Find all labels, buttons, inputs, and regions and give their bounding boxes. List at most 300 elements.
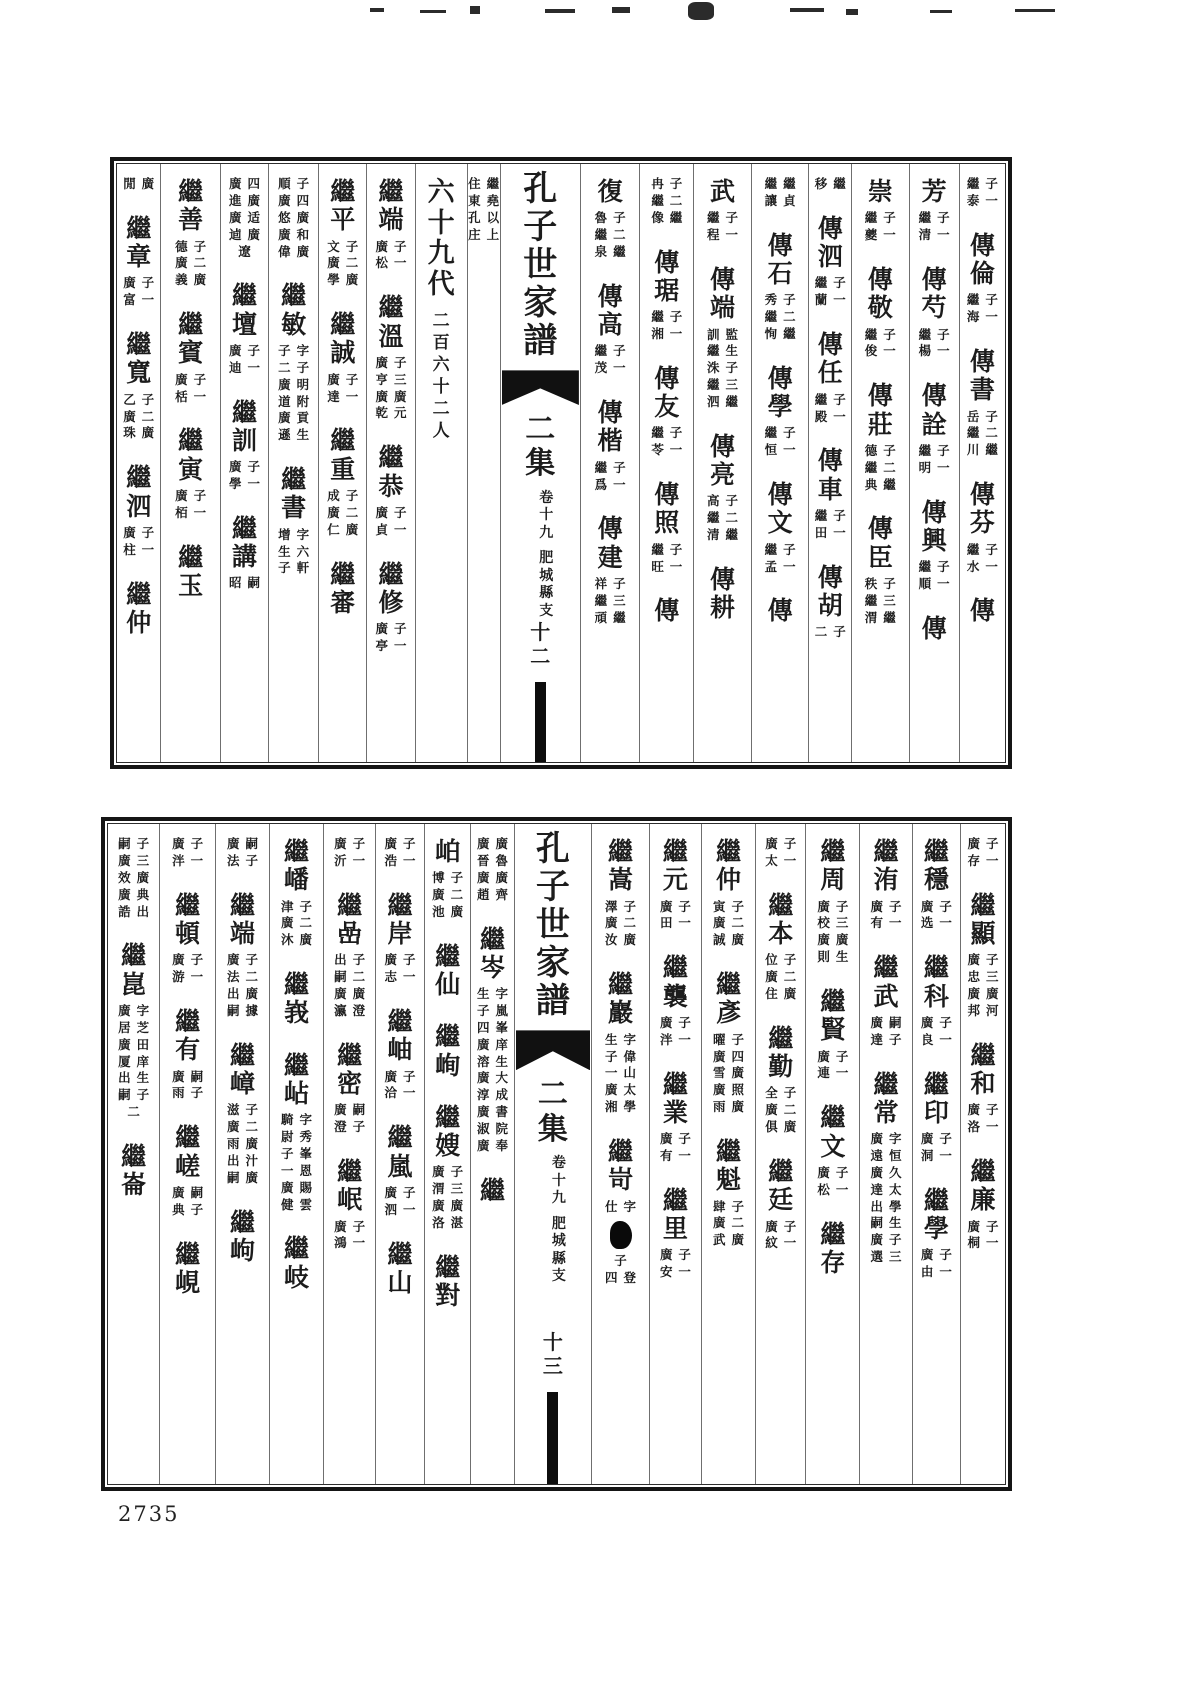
annotation-char: 出 bbox=[870, 1198, 883, 1214]
annotation-char: 誥 bbox=[118, 903, 131, 919]
annotation bbox=[123, 392, 154, 443]
annotation-char: 子 bbox=[450, 1164, 464, 1180]
annotation-char: 廣 bbox=[229, 459, 242, 475]
annotation-row bbox=[281, 1112, 312, 1129]
annotation-char: 廣 bbox=[476, 1070, 490, 1086]
person-name bbox=[768, 1158, 793, 1215]
annotation-char: 四 bbox=[247, 176, 260, 191]
annotation-char: 廣 bbox=[296, 209, 310, 225]
annotation-row bbox=[967, 193, 998, 210]
annotation-char: 志 bbox=[384, 969, 397, 985]
glyph: 壇 bbox=[232, 309, 258, 339]
annotation-char: 廣 bbox=[141, 176, 155, 191]
annotation-row bbox=[707, 327, 738, 344]
glyph: 卷 bbox=[539, 489, 554, 506]
person-name bbox=[663, 838, 688, 895]
scan-artifact bbox=[612, 7, 630, 13]
annotation-char: 泗 bbox=[384, 1201, 397, 1217]
annotation-row bbox=[968, 1003, 999, 1020]
annotation-char: 廣 bbox=[817, 1048, 830, 1064]
annotation-row bbox=[968, 1235, 999, 1252]
folio-number bbox=[543, 1330, 563, 1378]
glyph: 耕 bbox=[710, 593, 736, 623]
annotation-row bbox=[815, 508, 846, 525]
glyph: 傳 bbox=[767, 596, 793, 626]
annotation-char: 繼 bbox=[918, 442, 932, 458]
annotation-char: 一 bbox=[985, 558, 998, 574]
annotation-char: 子 bbox=[141, 275, 155, 291]
glyph: 集 bbox=[537, 1111, 568, 1147]
annotation-char: 繼 bbox=[918, 559, 932, 574]
annotation-row bbox=[921, 1148, 952, 1165]
annotation-row bbox=[817, 1182, 848, 1199]
glyph: 繼 bbox=[330, 559, 356, 589]
annotation-row bbox=[175, 272, 206, 289]
annotation-char: 生 bbox=[725, 343, 739, 359]
annotation-char: 字 bbox=[623, 1198, 637, 1214]
annotation-char: 二 bbox=[814, 624, 828, 640]
person-name bbox=[121, 942, 146, 999]
annotation-char: 田 bbox=[136, 1036, 150, 1052]
annotation-row bbox=[118, 1020, 149, 1037]
annotation-char: 廣 bbox=[920, 898, 934, 914]
glyph: 照 bbox=[654, 508, 680, 538]
glyph: 崇 bbox=[867, 177, 893, 206]
annotation-char: 二 bbox=[669, 192, 683, 208]
annotation bbox=[334, 1219, 365, 1253]
annotation-char: 子 bbox=[678, 1131, 691, 1146]
annotation-char: 子 bbox=[402, 1184, 416, 1200]
annotation-row bbox=[384, 836, 415, 853]
annotation-char: 照 bbox=[731, 1082, 745, 1098]
person-name bbox=[284, 1235, 309, 1292]
annotation-row bbox=[707, 493, 738, 510]
annotation-char: 繼 bbox=[613, 244, 626, 259]
person-name bbox=[378, 561, 403, 618]
annotation-row bbox=[765, 442, 796, 459]
annotation-row bbox=[921, 899, 952, 916]
annotation-char: 廣 bbox=[281, 915, 294, 931]
annotation-row bbox=[123, 392, 154, 409]
scan-artifact bbox=[930, 10, 952, 13]
annotation-char: 沐 bbox=[281, 932, 294, 948]
annotation bbox=[651, 176, 682, 227]
annotation-char: 一 bbox=[833, 408, 846, 424]
glyph: 高 bbox=[597, 310, 623, 340]
annotation-char: 子 bbox=[623, 898, 637, 914]
glyph: 繼 bbox=[435, 941, 461, 971]
page-block-bottom bbox=[107, 823, 1006, 1485]
annotation-char: 廣 bbox=[345, 272, 359, 288]
person-name bbox=[230, 1209, 255, 1266]
annotation-row bbox=[713, 1215, 744, 1232]
genealogy-column bbox=[650, 824, 702, 1484]
annotation-char: 子 bbox=[939, 898, 952, 914]
glyph: 十 bbox=[551, 1172, 566, 1189]
glyph: 仙 bbox=[435, 970, 461, 1000]
annotation-row bbox=[118, 904, 149, 921]
glyph: 崙 bbox=[121, 1170, 147, 1200]
annotation-row bbox=[651, 326, 682, 343]
glyph: 傳 bbox=[921, 265, 947, 294]
annotation-char: 子 bbox=[402, 952, 416, 968]
annotation-char: 廣 bbox=[870, 1131, 883, 1146]
annotation bbox=[118, 1003, 149, 1121]
annotation-row bbox=[713, 932, 744, 949]
annotation-char: 廣 bbox=[967, 1102, 981, 1118]
annotation-row bbox=[707, 227, 738, 244]
annotation bbox=[815, 275, 846, 309]
annotation-char: 淳 bbox=[476, 1087, 490, 1103]
glyph: 繼 bbox=[479, 924, 505, 954]
annotation-row bbox=[605, 1032, 636, 1049]
annotation-char: 一 bbox=[835, 1181, 849, 1197]
annotation-char: 子 bbox=[245, 952, 258, 968]
person-name bbox=[428, 178, 455, 300]
annotation-row bbox=[968, 969, 999, 986]
annotation-char: 魯 bbox=[495, 852, 508, 868]
annotation-row bbox=[865, 443, 896, 460]
person-name bbox=[768, 481, 793, 538]
annotation-char: 一 bbox=[678, 915, 691, 931]
annotation-row bbox=[765, 1235, 796, 1252]
glyph: 傳 bbox=[817, 330, 843, 360]
person-name bbox=[818, 215, 843, 272]
annotation-char: 肆 bbox=[713, 1198, 726, 1214]
annotation-row bbox=[172, 1185, 203, 1202]
annotation-row bbox=[707, 527, 738, 544]
annotation-char: 子 bbox=[345, 371, 359, 387]
glyph: 端 bbox=[378, 205, 404, 235]
glyph: 傳 bbox=[654, 363, 680, 393]
annotation-char: 程 bbox=[707, 227, 720, 243]
annotation-char: 二 bbox=[731, 915, 745, 931]
annotation bbox=[707, 327, 738, 411]
annotation-row bbox=[327, 372, 358, 389]
annotation-char: 汝 bbox=[605, 932, 618, 948]
person-name bbox=[818, 331, 843, 388]
annotation-char: 子 bbox=[783, 1218, 797, 1234]
glyph: 本 bbox=[768, 919, 794, 948]
annotation-char: 冉 bbox=[651, 176, 664, 191]
glyph: 傳 bbox=[597, 514, 623, 544]
annotation-row bbox=[605, 899, 636, 916]
annotation-row bbox=[375, 505, 406, 522]
annotation-row bbox=[278, 427, 309, 444]
annotation-char: 高 bbox=[707, 493, 720, 509]
scan-artifact bbox=[370, 8, 384, 12]
person-name bbox=[230, 1042, 255, 1099]
annotation-char: 滋 bbox=[227, 1102, 240, 1118]
annotation-char: 廣 bbox=[334, 986, 347, 1001]
glyph: 繼 bbox=[435, 1252, 461, 1282]
annotation-char: 廣 bbox=[817, 1164, 830, 1180]
annotation-char: 太 bbox=[623, 1082, 637, 1098]
annotation-char: 住 bbox=[468, 176, 481, 191]
annotation-char: 一 bbox=[669, 326, 683, 341]
annotation-char: 字 bbox=[623, 1031, 637, 1047]
glyph: 山 bbox=[387, 1267, 413, 1297]
annotation-row bbox=[765, 1219, 796, 1236]
glyph: 繼 bbox=[337, 890, 363, 920]
annotation-char: 四 bbox=[731, 1048, 745, 1064]
annotation-char: 嗣 bbox=[870, 1215, 883, 1231]
annotation-char: 恒 bbox=[764, 442, 778, 458]
annotation bbox=[281, 1112, 312, 1213]
annotation-char: 子 bbox=[345, 487, 359, 503]
annotation bbox=[118, 836, 149, 920]
annotation-row bbox=[660, 1131, 691, 1148]
annotation-char: 廣 bbox=[986, 986, 999, 1001]
annotation-char: 繼 bbox=[764, 309, 778, 325]
person-name bbox=[970, 232, 995, 289]
person-name bbox=[716, 838, 741, 895]
annotation-char: 據 bbox=[245, 1002, 258, 1018]
genealogy-column bbox=[501, 164, 581, 762]
annotation-char: 浩 bbox=[384, 852, 397, 868]
glyph: 敬 bbox=[867, 293, 893, 323]
annotation-row bbox=[919, 210, 950, 227]
annotation-row bbox=[327, 389, 358, 406]
annotation-char: 子 bbox=[783, 292, 796, 308]
annotation-row bbox=[765, 542, 796, 559]
glyph: 學 bbox=[923, 1214, 949, 1243]
annotation-char: 子 bbox=[245, 852, 258, 868]
page-number: 2735 bbox=[118, 1502, 180, 1526]
glyph: 魁 bbox=[716, 1165, 742, 1195]
annotation-char: 繼 bbox=[814, 275, 828, 291]
annotation-char: 出 bbox=[136, 903, 150, 919]
glyph: 賢 bbox=[820, 1015, 846, 1045]
annotation bbox=[375, 621, 406, 655]
person-name bbox=[663, 954, 688, 1011]
glyph: 繼 bbox=[175, 890, 201, 920]
annotation-row bbox=[870, 1165, 901, 1182]
annotation-char: 生 bbox=[296, 427, 310, 443]
annotation-char: 二 bbox=[299, 915, 312, 931]
person-name bbox=[924, 1071, 949, 1128]
annotation-row bbox=[375, 389, 406, 406]
glyph: 元 bbox=[662, 865, 688, 895]
annotation-row bbox=[384, 1202, 415, 1219]
annotation-char: 生 bbox=[888, 1215, 902, 1231]
annotation-row bbox=[227, 836, 258, 853]
glyph: 傳 bbox=[969, 480, 995, 510]
glyph: 嫂 bbox=[435, 1131, 461, 1161]
annotation-char: 廣 bbox=[713, 1048, 726, 1064]
annotation-char: 字 bbox=[296, 526, 310, 542]
annotation bbox=[765, 952, 796, 1003]
glyph: 繼 bbox=[330, 426, 356, 456]
person-name bbox=[121, 1143, 146, 1200]
person-name bbox=[922, 499, 947, 556]
annotation-row bbox=[281, 1163, 312, 1180]
annotation-char: 閒 bbox=[123, 176, 136, 191]
glyph: 寅 bbox=[178, 454, 204, 484]
annotation bbox=[278, 176, 309, 260]
annotation-char: 廣 bbox=[172, 952, 185, 968]
annotation-char: 由 bbox=[920, 1264, 934, 1280]
annotation-row bbox=[713, 1049, 744, 1066]
annotation-row bbox=[172, 1069, 203, 1086]
glyph: 勤 bbox=[768, 1052, 794, 1082]
glyph: 繼 bbox=[121, 941, 147, 971]
genealogy-column bbox=[161, 164, 221, 762]
annotation-char: 三 bbox=[883, 592, 896, 608]
glyph: 車 bbox=[817, 474, 843, 504]
annotation-char: 繼 bbox=[864, 326, 878, 342]
annotation bbox=[765, 292, 796, 343]
annotation-row bbox=[765, 969, 796, 986]
annotation-char: 堯 bbox=[486, 192, 500, 208]
annotation-row bbox=[432, 1164, 463, 1181]
person-name bbox=[330, 311, 355, 368]
annotation-char: 廣 bbox=[731, 1232, 745, 1248]
annotation-char: 溶 bbox=[476, 1053, 490, 1069]
annotation-char: 廣 bbox=[118, 852, 131, 868]
person-name bbox=[435, 838, 460, 866]
annotation-char: 貞 bbox=[783, 192, 796, 208]
person-name bbox=[768, 892, 793, 949]
annotation-row bbox=[375, 405, 406, 422]
glyph: 支 bbox=[551, 1268, 566, 1285]
glyph: 楷 bbox=[597, 426, 623, 456]
glyph: 繼 bbox=[229, 1040, 255, 1070]
annotation-char: 一 bbox=[783, 852, 797, 868]
annotation-char: 廣 bbox=[659, 1014, 673, 1030]
annotation-char: 乾 bbox=[375, 405, 388, 421]
annotation-char: 廣 bbox=[175, 487, 188, 503]
annotation-char: 順 bbox=[918, 575, 932, 591]
annotation bbox=[595, 210, 626, 261]
annotation-char: 二 bbox=[193, 255, 207, 271]
glyph: 繼 bbox=[716, 1137, 742, 1166]
glyph: 城 bbox=[551, 1233, 566, 1250]
annotation-char: 洛 bbox=[967, 1119, 981, 1135]
annotation-char: 一 bbox=[402, 852, 416, 868]
annotation-row bbox=[175, 488, 206, 505]
annotation-row bbox=[118, 1070, 149, 1087]
annotation-row bbox=[227, 1119, 258, 1136]
annotation-char: 太 bbox=[888, 1181, 902, 1197]
annotation-char: 澄 bbox=[352, 1002, 366, 1018]
annotation-char: 二 bbox=[450, 887, 464, 903]
annotation-char: 二 bbox=[783, 969, 797, 985]
annotation-char: 一 bbox=[605, 1065, 618, 1081]
person-name bbox=[284, 1052, 309, 1109]
annotation-char: 廣 bbox=[384, 836, 397, 851]
glyph: 嶂 bbox=[229, 1069, 255, 1098]
annotation bbox=[870, 1015, 901, 1049]
annotation-char: 子 bbox=[783, 541, 796, 557]
annotation bbox=[595, 460, 626, 494]
annotation-row bbox=[713, 1199, 744, 1216]
glyph: 審 bbox=[330, 587, 356, 617]
annotation-char: 子 bbox=[190, 836, 204, 851]
annotation bbox=[865, 443, 896, 494]
glyph: 崑 bbox=[121, 969, 147, 999]
annotation-char: 廣 bbox=[605, 915, 618, 931]
annotation bbox=[967, 292, 998, 326]
annotation-char: 嵐 bbox=[495, 1002, 508, 1018]
annotation-char: 廣 bbox=[278, 226, 291, 242]
annotation-char: 河 bbox=[986, 1002, 999, 1018]
genealogy-column bbox=[471, 824, 514, 1484]
annotation-char: 二 bbox=[245, 969, 258, 985]
annotation-row bbox=[468, 193, 499, 210]
annotation-char: 廣 bbox=[118, 1036, 131, 1052]
person-name bbox=[924, 1187, 949, 1244]
annotation bbox=[651, 309, 682, 343]
person-name bbox=[281, 466, 306, 523]
glyph: 二 bbox=[537, 1077, 568, 1113]
annotation-row bbox=[919, 343, 950, 360]
annotation-row bbox=[967, 542, 998, 559]
annotation-char: 繼 bbox=[594, 343, 608, 359]
person-name bbox=[710, 178, 735, 206]
annotation-char: 恂 bbox=[764, 326, 778, 341]
glyph: 繼 bbox=[820, 1219, 846, 1249]
annotation-char: 二 bbox=[141, 408, 155, 424]
genealogy-column bbox=[860, 824, 912, 1484]
annotation-row bbox=[477, 887, 508, 904]
annotation-char: 廣 bbox=[123, 524, 136, 540]
person-name bbox=[230, 892, 255, 949]
glyph: 傳 bbox=[817, 446, 843, 476]
annotation-char: 子 bbox=[393, 354, 407, 370]
person-name bbox=[922, 382, 947, 439]
annotation-char: 選 bbox=[870, 1249, 883, 1265]
glyph: 肥 bbox=[539, 550, 554, 567]
annotation-char: 四 bbox=[296, 192, 310, 208]
annotation bbox=[765, 425, 796, 459]
person-name bbox=[608, 1138, 633, 1195]
annotation-char: 廣 bbox=[783, 1119, 797, 1135]
annotation-char: 字 bbox=[495, 986, 508, 1001]
annotation bbox=[175, 488, 206, 522]
annotation-char: 達 bbox=[870, 1031, 883, 1047]
glyph: 溫 bbox=[378, 321, 404, 351]
annotation-row bbox=[707, 343, 738, 360]
annotation-char: 魯 bbox=[594, 210, 608, 226]
annotation-char: 字 bbox=[888, 1131, 902, 1146]
annotation-char: 泰 bbox=[966, 192, 980, 208]
glyph: 繼 bbox=[608, 970, 634, 1000]
glyph: 彥 bbox=[716, 998, 742, 1028]
glyph: 武 bbox=[873, 981, 899, 1011]
annotation-row bbox=[605, 915, 636, 932]
glyph: 仲 bbox=[126, 607, 152, 637]
person-name bbox=[126, 464, 151, 521]
annotation-row bbox=[968, 952, 999, 969]
genealogy-column bbox=[581, 164, 641, 762]
branch-label bbox=[539, 550, 553, 620]
annotation-char: 廣 bbox=[278, 192, 291, 208]
annotation-char: 选 bbox=[920, 915, 934, 931]
genealogy-column bbox=[319, 164, 367, 762]
annotation-row bbox=[227, 853, 258, 870]
glyph: 世 bbox=[535, 905, 570, 946]
glyph: 繼 bbox=[281, 465, 307, 495]
annotation-row bbox=[605, 1099, 636, 1116]
annotation-char: 二 bbox=[783, 309, 796, 325]
annotation-char: 廣 bbox=[175, 371, 188, 387]
glyph: 印 bbox=[923, 1097, 949, 1127]
annotation-row bbox=[870, 915, 901, 932]
annotation-row bbox=[477, 1070, 508, 1087]
glyph: 九 bbox=[539, 524, 554, 541]
annotation-char: 淑 bbox=[476, 1121, 490, 1136]
